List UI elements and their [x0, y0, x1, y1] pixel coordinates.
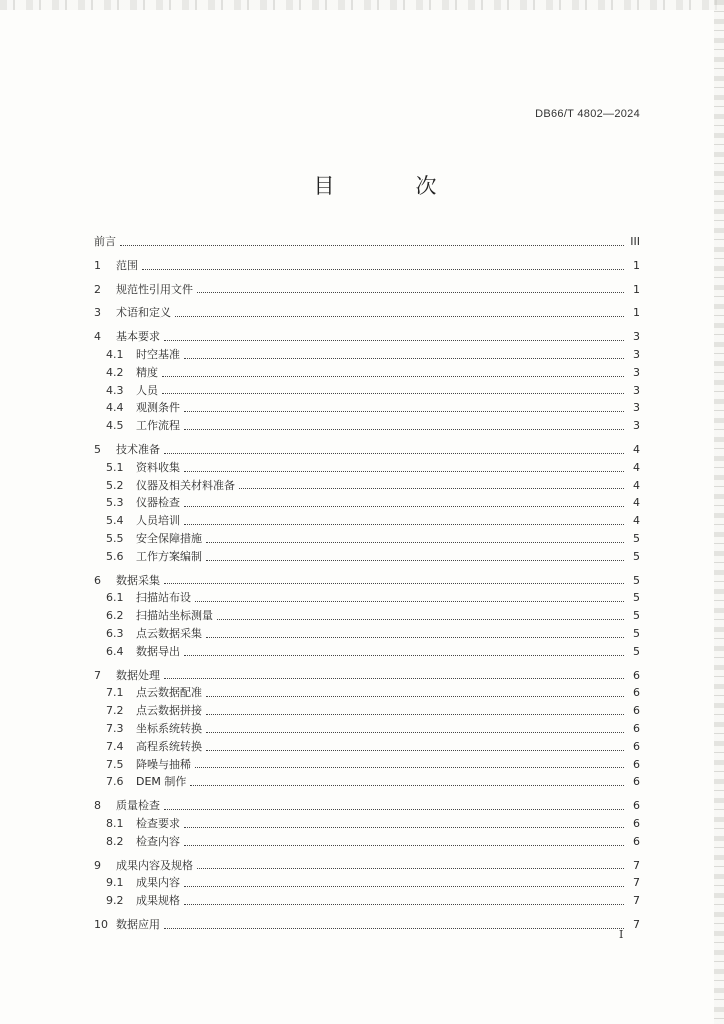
dot-leader	[206, 541, 624, 543]
toc-subentry[interactable]	[94, 459, 640, 477]
dot-leader	[184, 826, 624, 828]
toc-subentry[interactable]	[94, 530, 640, 548]
toc-entry-label: 安全保障措施	[136, 531, 202, 545]
table-of-contents	[94, 233, 640, 934]
toc-entry[interactable]	[94, 916, 640, 934]
toc-entry-label: 技术准备	[116, 442, 160, 456]
toc-entry-label: 数据导出	[136, 644, 180, 658]
toc-entry-label: 点云数据拼接	[136, 704, 202, 718]
toc-entry-page: III	[630, 235, 640, 248]
toc-entry-label: 检查要求	[136, 816, 180, 830]
dot-leader	[164, 927, 624, 929]
toc-subentry[interactable]	[94, 494, 640, 512]
toc-subentry[interactable]	[94, 892, 640, 910]
toc-entry-page: 3	[633, 330, 640, 344]
toc-entry-number: 5	[94, 442, 101, 456]
toc-entry-number: 6.3	[106, 626, 124, 640]
toc-subentry[interactable]	[94, 512, 640, 530]
toc-entry-page: 4	[633, 496, 640, 510]
toc-entry-page: 6	[633, 816, 640, 830]
toc-subentry[interactable]	[94, 477, 640, 495]
toc-entry-page: 5	[633, 531, 640, 545]
toc-entry-number: 8.2	[106, 834, 124, 848]
toc-entry-label: 高程系统转换	[136, 739, 202, 753]
toc-entry-number: 9.1	[106, 876, 124, 890]
page-title: 目 次	[313, 174, 467, 198]
toc-entry[interactable]	[94, 441, 640, 459]
toc-entry-number: 2	[94, 282, 101, 296]
dot-leader	[164, 452, 624, 454]
toc-subentry[interactable]	[94, 815, 640, 833]
toc-entry-page: 7	[633, 917, 640, 931]
toc-subentry[interactable]	[94, 548, 640, 566]
toc-entry[interactable]	[94, 572, 640, 590]
dot-leader	[142, 268, 624, 270]
toc-entry-label: 检查内容	[136, 834, 180, 848]
toc-entry-page: 5	[633, 573, 640, 587]
toc-entry-label: DEM 制作	[136, 775, 187, 789]
toc-entry[interactable]	[94, 281, 640, 299]
toc-entry-label: 工作流程	[136, 419, 180, 433]
toc-entry-page: 1	[633, 282, 640, 296]
toc-entry-page: 5	[633, 591, 640, 605]
toc-entry-label: 时空基准	[136, 347, 180, 361]
dot-leader	[162, 392, 624, 394]
toc-entry-number: 7.2	[106, 704, 124, 718]
dot-leader	[120, 244, 624, 246]
toc-subentry[interactable]	[94, 738, 640, 756]
toc-entry-number: 5.3	[106, 496, 124, 510]
toc-entry-number: 9.2	[106, 894, 124, 908]
toc-entry-page: 4	[633, 478, 640, 492]
dot-leader	[206, 731, 624, 733]
toc-subentry[interactable]	[94, 417, 640, 435]
toc-entry-label: 成果内容及规格	[116, 858, 193, 872]
toc-subentry[interactable]	[94, 346, 640, 364]
toc-entry-number: 3	[94, 306, 101, 320]
toc-entry-label: 资料收集	[136, 460, 180, 474]
toc-entry-label: 工作方案编制	[136, 549, 202, 563]
toc-entry-label: 范围	[116, 258, 138, 272]
dot-leader	[184, 410, 624, 412]
toc-entry-page: 7	[633, 894, 640, 908]
toc-entry-number: 4.3	[106, 383, 124, 397]
toc-entry-number: 9	[94, 858, 101, 872]
toc-entry-number: 6.2	[106, 609, 124, 623]
toc-entry-number: 8.1	[106, 816, 124, 830]
toc-entry-label: 仪器及相关材料准备	[136, 478, 235, 492]
toc-entry[interactable]	[94, 328, 640, 346]
dot-leader	[206, 695, 624, 697]
dot-leader	[162, 375, 624, 377]
dot-leader	[164, 339, 624, 341]
toc-entry-page: 6	[633, 775, 640, 789]
dot-leader	[197, 867, 624, 869]
dot-leader	[184, 654, 624, 656]
toc-entry-page: 7	[633, 876, 640, 890]
toc-entry-page: 4	[633, 514, 640, 528]
toc-subentry[interactable]	[94, 589, 640, 607]
toc-entry-label: 数据采集	[116, 573, 160, 587]
toc-subentry[interactable]	[94, 773, 640, 791]
scan-edge-top	[0, 0, 724, 10]
dot-leader	[195, 766, 624, 768]
toc-entry-number: 4.2	[106, 365, 124, 379]
toc-entry-number: 4.1	[106, 347, 124, 361]
dot-leader	[206, 749, 624, 751]
toc-entry-label: 精度	[136, 365, 158, 379]
dot-leader	[164, 677, 624, 679]
toc-entry-label: 成果规格	[136, 894, 180, 908]
toc-subentry[interactable]	[94, 625, 640, 643]
toc-subentry[interactable]	[94, 684, 640, 702]
toc-subentry[interactable]	[94, 364, 640, 382]
toc-subentry[interactable]	[94, 720, 640, 738]
toc-subentry[interactable]	[94, 702, 640, 720]
toc-subentry[interactable]	[94, 643, 640, 661]
dot-leader	[184, 885, 624, 887]
toc-entry-page: 5	[633, 609, 640, 623]
toc-entry-label: 数据处理	[116, 668, 160, 682]
dot-leader	[217, 618, 624, 620]
toc-entry-number: 7.3	[106, 721, 124, 735]
toc-entry-label: 成果内容	[136, 876, 180, 890]
toc-entry-label: 术语和定义	[116, 306, 171, 320]
toc-entry-number: 6.1	[106, 591, 124, 605]
toc-subentry[interactable]	[94, 874, 640, 892]
dot-leader	[184, 505, 624, 507]
toc-subentry[interactable]	[94, 382, 640, 400]
dot-leader	[184, 844, 624, 846]
toc-entry-label: 坐标系统转换	[136, 721, 202, 735]
toc-entry-page: 4	[633, 442, 640, 456]
toc-entry-page: 6	[633, 799, 640, 813]
toc-entry-label: 规范性引用文件	[116, 282, 193, 296]
dot-leader	[206, 636, 624, 638]
dot-leader	[175, 315, 624, 317]
toc-entry-number: 7.6	[106, 775, 124, 789]
toc-subentry[interactable]	[94, 399, 640, 417]
dot-leader	[164, 582, 624, 584]
toc-entry-label: 扫描站布设	[136, 591, 191, 605]
toc-subentry[interactable]	[94, 756, 640, 774]
toc-entry[interactable]	[94, 667, 640, 685]
dot-leader	[190, 784, 624, 786]
toc-entry-page: 6	[633, 739, 640, 753]
toc-entry-label: 基本要求	[116, 330, 160, 344]
toc-entry-label: 扫描站坐标测量	[136, 609, 213, 623]
toc-entry[interactable]	[94, 797, 640, 815]
toc-entry-page: 6	[633, 704, 640, 718]
toc-entry-number: 4.4	[106, 401, 124, 415]
toc-entry-number: 1	[94, 258, 101, 272]
toc-entry-page: 5	[633, 549, 640, 563]
toc-entry-number: 5.6	[106, 549, 124, 563]
page-number: I	[619, 928, 624, 941]
dot-leader	[195, 600, 624, 602]
toc-entry-label: 降噪与抽稀	[136, 757, 191, 771]
toc-entry-number: 5.1	[106, 460, 124, 474]
toc-entry-label: 仪器检查	[136, 496, 180, 510]
standard-code: DB66/T 4802—2024	[535, 108, 640, 120]
dot-leader	[184, 470, 624, 472]
toc-entry-page: 5	[633, 626, 640, 640]
toc-entry-page: 3	[633, 347, 640, 361]
toc-entry-number: 7.4	[106, 739, 124, 753]
toc-entry-page: 1	[633, 306, 640, 320]
toc-entry-number: 5.5	[106, 531, 124, 545]
toc-entry-page: 3	[633, 383, 640, 397]
toc-entry-number: 6.4	[106, 644, 124, 658]
toc-entry-page: 3	[633, 401, 640, 415]
toc-entry-label: 数据应用	[116, 917, 160, 931]
toc-entry-page: 1	[633, 258, 640, 272]
toc-entry[interactable]	[94, 233, 640, 251]
toc-entry-label: 人员培训	[136, 514, 180, 528]
toc-entry-label: 质量检查	[116, 799, 160, 813]
toc-subentry[interactable]	[94, 607, 640, 625]
toc-entry-page: 4	[633, 460, 640, 474]
toc-entry-number: 10	[94, 917, 108, 931]
toc-entry-number: 6	[94, 573, 101, 587]
toc-entry[interactable]	[94, 257, 640, 275]
toc-entry-page: 3	[633, 365, 640, 379]
toc-entry[interactable]	[94, 857, 640, 875]
toc-entry-number: 4.5	[106, 419, 124, 433]
dot-leader	[184, 523, 624, 525]
toc-entry-label: 观测条件	[136, 401, 180, 415]
toc-entry-page: 6	[633, 686, 640, 700]
toc-entry-label: 点云数据配准	[136, 686, 202, 700]
dot-leader	[184, 903, 624, 905]
toc-entry-page: 3	[633, 419, 640, 433]
toc-entry-page: 5	[633, 644, 640, 658]
toc-entry-page: 7	[633, 858, 640, 872]
toc-entry-number: 7	[94, 668, 101, 682]
dot-leader	[164, 808, 624, 810]
toc-entry[interactable]	[94, 304, 640, 322]
toc-entry-number: 4	[94, 330, 101, 344]
dot-leader	[239, 487, 624, 489]
dot-leader	[206, 713, 624, 715]
toc-entry-page: 6	[633, 668, 640, 682]
toc-entry-number: 8	[94, 799, 101, 813]
toc-entry-label: 人员	[136, 383, 158, 397]
dot-leader	[184, 357, 624, 359]
toc-entry-number: 5.4	[106, 514, 124, 528]
dot-leader	[206, 559, 624, 561]
toc-entry-number: 5.2	[106, 478, 124, 492]
dot-leader	[184, 428, 624, 430]
toc-entry-label: 点云数据采集	[136, 626, 202, 640]
toc-entry-number: 7.5	[106, 757, 124, 771]
toc-subentry[interactable]	[94, 833, 640, 851]
toc-entry-page: 6	[633, 721, 640, 735]
scan-edge-right	[714, 0, 724, 1024]
toc-entry-page: 6	[633, 834, 640, 848]
toc-entry-number: 7.1	[106, 686, 124, 700]
toc-entry-page: 6	[633, 757, 640, 771]
toc-entry-label: 前言	[94, 235, 116, 248]
dot-leader	[197, 291, 624, 293]
